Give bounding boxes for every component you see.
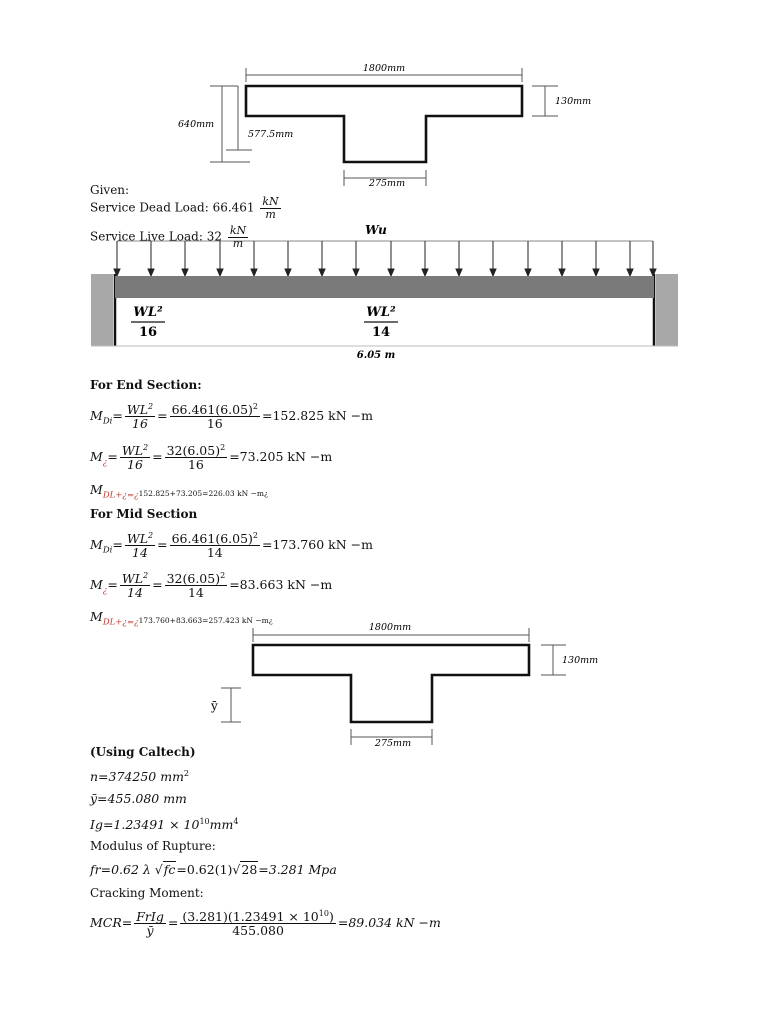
cracking-moment-heading: Cracking Moment: <box>90 886 204 900</box>
top-web-depth-label: 577.5mm <box>248 129 294 140</box>
mid-ml-frac-num: WL <box>121 571 144 587</box>
mid-ml-symbol: M <box>90 577 103 593</box>
fr-line <box>90 864 337 877</box>
end-mdl-sub: DL+¿=¿ <box>102 490 139 501</box>
end-mdl-symbol: M <box>90 482 103 497</box>
load-arrow-head-7 <box>353 269 359 276</box>
end-md-val-den: 16 <box>206 416 223 432</box>
mid-ml-val-den: 14 <box>187 585 204 601</box>
bottom-tbeam-section-diagram <box>0 618 768 753</box>
top-web-width-label: 275mm <box>368 178 406 189</box>
mid-moment-den: 14 <box>371 325 391 340</box>
mid-ml-result: =83.663 kN −m <box>229 577 333 593</box>
end-md-symbol: M <box>90 408 103 424</box>
end-ml-frac-num: WL <box>121 443 144 459</box>
top-flange-width-label: 1800mm <box>362 63 406 74</box>
mid-ml-val-num: 32(6.05) <box>166 571 221 587</box>
end-md-val-num: 66.461(6.05) <box>171 402 253 418</box>
end-md-result: =152.825 kN −m <box>262 408 373 424</box>
end-mdl-tail: 152.825+73.205=226.03 kN −m¿ <box>138 489 269 498</box>
end-live-moment-eq: $M_¿=$ $\frac{WL^2}{16}$ = $\frac{32(6.05)^2}{16}$ =73.205 kN −m <box>90 443 333 473</box>
end-md-frac-num: WL <box>126 402 148 418</box>
load-arrow-head-12 <box>525 269 531 276</box>
mid-mdl-tail: 173.760+83.663=257.423 kN −m¿ <box>138 616 273 625</box>
fr-mid: =0.62(1)√ <box>176 862 241 877</box>
end-moment-den: 16 <box>138 325 158 340</box>
load-arrow-head-9 <box>422 269 428 276</box>
mcr-val-close: ) <box>328 909 334 925</box>
end-dead-moment-eq: $M_{Di}=$ $\frac{WL^2}{16}$ = $\frac{66.461(6.05)^2}{16}$ =152.825 kN −m <box>90 402 373 432</box>
mid-md-frac-num: WL <box>126 531 148 547</box>
mid-md-result: =173.760 kN −m <box>262 537 373 553</box>
end-md-sub: Di <box>102 416 113 427</box>
mid-section-heading: For Mid Section <box>90 507 198 521</box>
bottom-flange-width-label: 1800mm <box>368 622 412 633</box>
bottom-ybar-label: ȳ <box>211 699 218 713</box>
mid-ml-frac-den: 14 <box>127 585 143 601</box>
mid-mdl-sub: DL+¿=¿ <box>102 617 139 628</box>
live-load-unit <box>228 225 248 249</box>
mid-md-val-num: 66.461(6.05) <box>171 531 253 547</box>
load-arrow-head-1 <box>148 269 154 276</box>
mid-md-frac-den: 14 <box>132 545 148 561</box>
mcr-frac-den: ȳ <box>146 923 154 939</box>
mid-mdl-symbol: M <box>90 609 103 624</box>
ig-unit: mm <box>209 817 234 833</box>
mcr-result: =89.034 kN −m <box>337 915 441 931</box>
dead-unit-den: m <box>265 207 276 221</box>
load-arrow-head-4 <box>251 269 257 276</box>
mid-md-symbol: M <box>90 537 103 553</box>
bottom-flange-thickness-label: 130mm <box>562 655 599 666</box>
end-ml-result: =73.205 kN −m <box>229 449 333 465</box>
mid-live-moment-eq: $M_¿=$ $\frac{WL^2}{14}$ = $\frac{32(6.05)^2}{14}$ =83.663 kN −m <box>90 571 333 601</box>
ybar-value: ȳ=455.080 mm <box>90 791 187 806</box>
live-unit-den: m <box>232 236 244 250</box>
end-ml-frac-den: 16 <box>127 457 143 473</box>
ybar-line <box>90 793 187 806</box>
end-total-moment-eq <box>90 484 268 500</box>
end-ml-val-den: 16 <box>187 457 204 473</box>
end-md-frac-den: 16 <box>132 416 148 432</box>
mid-md-val-den: 14 <box>206 545 223 561</box>
modulus-of-rupture-heading: Modulus of Rupture: <box>90 839 216 853</box>
mcr-val-den: 455.080 <box>232 923 284 939</box>
live-unit-num: kN <box>229 224 247 237</box>
fr-prefix: fr=0.62 λ √ <box>90 862 163 877</box>
n-line: n=374250 $mm^2$ <box>90 769 190 785</box>
load-arrow-head-10 <box>456 269 462 276</box>
fr-fc: fc <box>163 862 176 877</box>
mid-md-sub: Di <box>102 545 113 556</box>
load-arrow-head-15 <box>627 269 633 276</box>
mcr-line: MCR= $\frac{\text{FrIg}}{ȳ}$ = $\frac{(3.281)(1.23491 \times 10^{10})}{455.080}$ =89.034 kN −m <box>90 909 441 939</box>
service-dead-load-label: Service Dead Load: 66.461 <box>90 200 255 215</box>
right-support <box>656 274 678 346</box>
mcr-prefix: MCR= <box>90 915 133 931</box>
bottom-tbeam-outline <box>253 645 529 722</box>
load-arrow-head-5 <box>285 269 291 276</box>
n-value: n=374250 mm <box>90 769 184 785</box>
top-tbeam-outline <box>246 86 522 162</box>
top-total-depth-label: 640mm <box>178 119 215 130</box>
service-live-load-label: Service Live Load: 32 <box>90 229 222 244</box>
fr-result: =3.281 Mpa <box>258 862 337 877</box>
ig-exponent: 10 <box>199 817 210 826</box>
load-arrow-head-2 <box>182 269 188 276</box>
service-live-load-line <box>90 225 250 249</box>
ig-value: Ig=1.23491 × 10 <box>90 817 200 833</box>
load-arrow-head-8 <box>388 269 394 276</box>
top-flange-thickness-label: 130mm <box>555 96 592 107</box>
load-wu-label: Wu <box>365 223 387 237</box>
dead-unit-num: kN <box>262 195 279 208</box>
mcr-val-num: (3.281)(1.23491 × 10 <box>182 909 319 925</box>
load-arrow-head-6 <box>319 269 325 276</box>
mcr-val-exp: 10 <box>318 909 329 918</box>
using-caltech-heading: (Using Caltech) <box>90 745 196 759</box>
load-arrow-head-13 <box>559 269 565 276</box>
top-tbeam-section-diagram <box>0 0 768 200</box>
span-label: 6.05 m <box>356 350 396 361</box>
end-ml-val-num: 32(6.05) <box>166 443 221 459</box>
load-arrow-head-11 <box>490 269 496 276</box>
mid-dead-moment-eq: $M_{Di}=$ $\frac{WL^2}{14}$ = $\frac{66.461(6.05)^2}{14}$ =173.760 kN −m <box>90 531 373 561</box>
load-arrow-head-3 <box>217 269 223 276</box>
beam-body <box>115 276 654 298</box>
load-arrow-head-14 <box>593 269 599 276</box>
mid-ml-sub: ¿ <box>102 585 108 596</box>
fr-28: 28 <box>241 862 258 877</box>
left-support <box>91 274 113 346</box>
mcr-frac-num: FrIg <box>136 909 164 925</box>
end-section-heading: For End Section: <box>90 378 202 392</box>
end-ml-sub: ¿ <box>102 457 108 468</box>
ig-line: $Ig=1.23491 \times 10^{10}mm^4$ <box>90 817 239 833</box>
bottom-web-width-label: 275mm <box>374 738 412 749</box>
end-moment-num: WL² <box>133 305 163 320</box>
given-heading: Given: <box>90 183 130 197</box>
mid-moment-num: WL² <box>366 305 396 320</box>
end-ml-symbol: M <box>90 449 103 465</box>
